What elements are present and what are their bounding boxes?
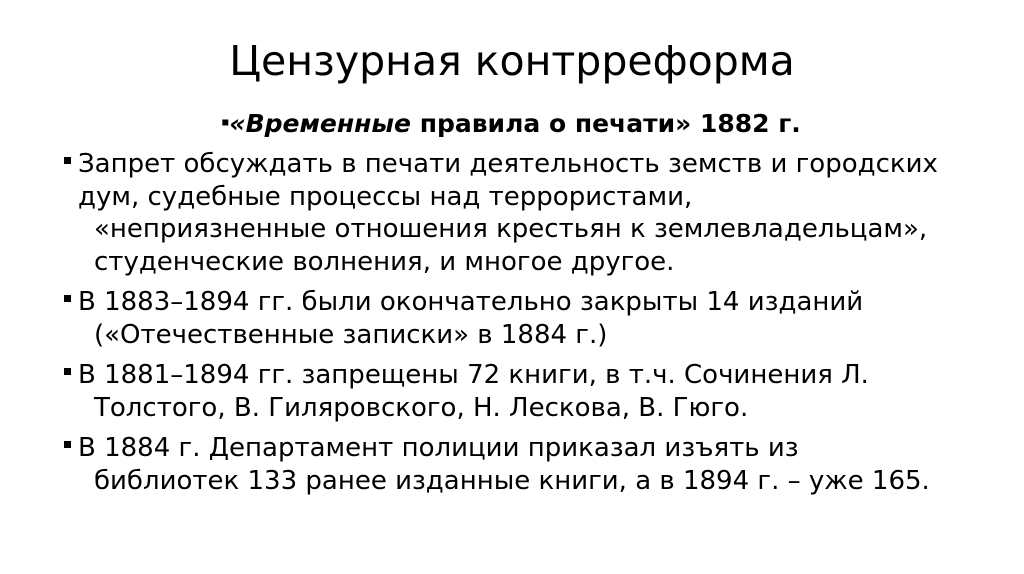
list-item <box>78 286 984 351</box>
bullet-square-icon <box>64 157 71 164</box>
slide-body <box>0 109 1024 497</box>
list-item-line: студенческие волнения, и многое другое. <box>94 246 675 277</box>
list-item-line: библиотек 133 ранее изданные книги, а в 1894 г. – уже 165. <box>94 465 930 496</box>
list-item-line: («Отечественные записки» в 1884 г.) <box>94 319 608 350</box>
list-item <box>78 432 984 497</box>
subtitle-rest: правила о печати» 1882 г. <box>410 109 801 139</box>
bullet-square-icon <box>64 441 71 448</box>
subtitle-text <box>229 109 800 138</box>
list-item-line: дум, судебные процессы над террористами, <box>78 181 693 212</box>
bullet-square-icon <box>64 295 71 302</box>
subtitle-italic: «Временные <box>229 109 411 139</box>
bullet-square-icon <box>64 368 71 375</box>
list-item <box>78 148 984 278</box>
list-item-line: Запрет обсуждать в печати деятельность земств и городских <box>78 149 938 180</box>
list-item-line: Толстого, В. Гиляровского, Н. Лескова, В. Гюго. <box>94 392 749 423</box>
list-item-line: В 1881–1894 гг. запрещены 72 книги, в т.ч. Сочинения Л. <box>78 360 869 391</box>
page-title: Цензурная контрреформа <box>229 37 795 85</box>
list-item-line: В 1883–1894 гг. были окончательно закрыты 14 изданий <box>78 287 864 318</box>
list-item <box>78 359 984 424</box>
bullet-marker-icon: ▪ <box>221 114 230 129</box>
subtitle-line <box>78 109 984 138</box>
list-item-line: «неприязненные отношения крестьян к землевладельцам», <box>94 214 928 245</box>
list-item-line: В 1884 г. Департамент полиции приказал изъять из <box>78 433 799 464</box>
